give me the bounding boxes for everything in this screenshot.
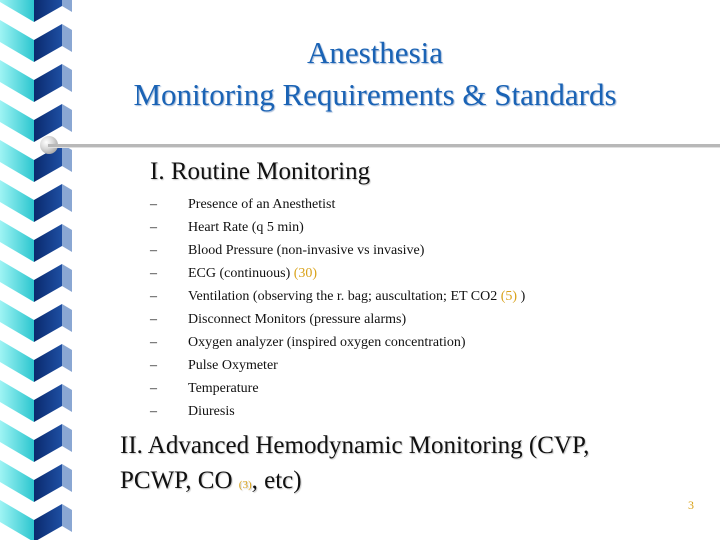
list-item-text: ECG (continuous) [188,266,294,281]
routine-monitoring-list [150,193,525,423]
section2-text-b: , etc) [251,467,302,494]
list-item-text: Ventilation (observing the r. bag; auscultation; ET CO2 [188,289,501,304]
section2-line-2 [120,463,589,503]
page-number: 3 [688,498,694,512]
list-item [150,193,525,216]
dash-bullet: – [150,197,157,212]
dash-bullet: – [150,243,157,258]
list-item [150,354,525,377]
list-item [150,239,525,262]
dash-bullet: – [150,289,157,304]
dash-bullet: – [150,381,157,396]
title-line-2: Monitoring Requirements & Standards [133,77,617,112]
list-item-text: Pulse Oxymeter [188,358,278,373]
dash-bullet: – [150,358,157,373]
slide-title [80,32,670,116]
dash-bullet: – [150,404,157,419]
list-item [150,262,525,285]
list-item-reference: (30) [293,266,318,281]
title-line-1: Anesthesia [306,35,444,70]
section2-text-a: PCWP, CO [120,467,239,494]
dash-bullet: – [150,312,157,327]
list-item [150,308,525,331]
section-heading-routine-monitoring: I. Routine Monitoring [150,158,371,185]
section2-reference: (3) [238,479,252,491]
list-item-text: Oxygen analyzer (inspired oxygen concentration) [188,335,466,350]
list-item-text: Blood Pressure (non-invasive vs invasive) [188,243,425,258]
list-item [150,216,525,239]
list-item-text: Disconnect Monitors (pressure alarms) [188,312,407,327]
section-heading-advanced-monitoring [120,428,589,503]
dash-bullet: – [150,266,157,281]
dash-bullet: – [150,335,157,350]
decorative-left-border [0,0,78,540]
list-item [150,400,525,423]
list-item [150,285,525,308]
list-item [150,377,525,400]
list-item-text: Diuresis [188,404,235,419]
dash-bullet: – [150,220,157,235]
section2-line-1: II. Advanced Hemodynamic Monitoring (CVP, [120,432,590,459]
list-item-text: Presence of an Anesthetist [188,197,336,212]
list-item-text: Temperature [188,381,259,396]
list-item [150,331,525,354]
list-item-text-after: ) [517,289,526,304]
list-item-text: Heart Rate (q 5 min) [188,220,304,235]
title-divider [48,144,720,148]
list-item-reference: (5) [500,289,518,304]
